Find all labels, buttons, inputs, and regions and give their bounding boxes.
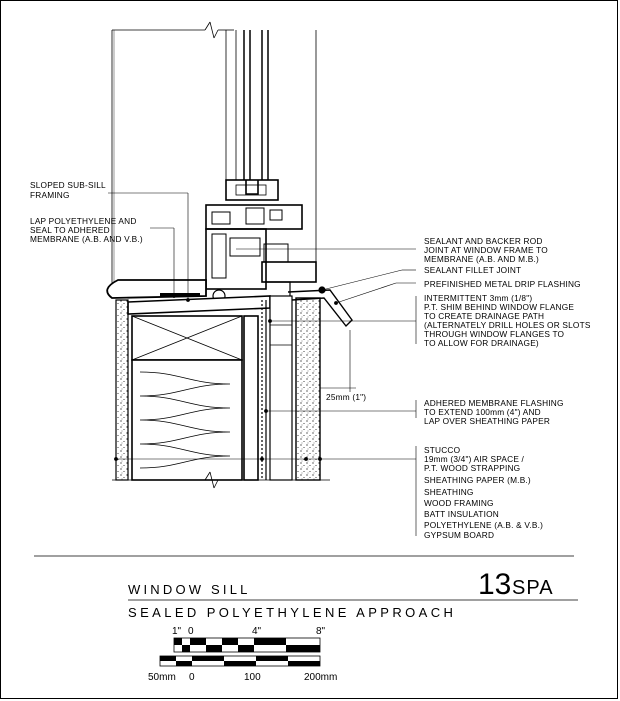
dimension-25mm [320,330,356,392]
note-shim-6: TO ALLOW FOR DRAINAGE) [424,338,539,348]
assembly-layer-list [424,445,543,540]
layer-wood-framing: WOOD FRAMING [424,498,494,508]
wall-assembly [116,296,320,480]
metric-label-100: 100 [244,672,261,683]
imperial-label-8in: 8" [316,626,326,637]
note-lap-poly-line-3: MEMBRANE (A.B. AND V.B.) [30,234,143,244]
sloped-sub-sill [128,296,270,314]
note-sealant-backer-3: MEMBRANE (A.B. AND M.B.) [424,254,539,264]
title-line-1: WINDOW SILL [128,582,251,597]
note-shim-3: TO CREATE DRAINAGE PATH [424,311,545,321]
metric-label-200mm: 200mm [304,672,338,683]
layer-strapping: P.T. WOOD STRAPPING [424,463,521,473]
dimension-label: 25mm (1") [326,392,367,402]
layer-sheathing: SHEATHING [424,487,474,497]
note-shim-1: INTERMITTENT 3mm (1/8") [424,293,533,303]
note-shim-5: THROUGH WINDOW FLANGES TO [424,329,565,339]
right-notes [424,236,591,426]
note-lap-poly-line-1: LAP POLYETHYLENE AND [30,216,137,226]
metric-label-0: 0 [189,672,195,683]
detail-number: 13 [478,568,512,601]
window-frame-section [206,180,316,296]
scale-bar [148,626,337,683]
note-membrane-flashing-3: LAP OVER SHEATHING PAPER [424,416,551,426]
note-sealant-backer-2: JOINT AT WINDOW FRAME TO [424,245,548,255]
note-sealant-fillet: SEALANT FILLET JOINT [424,265,522,275]
layer-air-space: 19mm (3/4") AIR SPACE / [424,454,525,464]
wall-above-outline [112,22,316,285]
note-sub-sill-line-1: SLOPED SUB-SILL [30,180,106,190]
layer-sheathing-paper: SHEATHING PAPER (M.B.) [424,475,531,485]
note-membrane-flashing-1: ADHERED MEMBRANE FLASHING [424,398,564,408]
note-shim-4: (ALTERNATELY DRILL HOLES OR SLOTS [424,320,591,330]
layer-gypsum-board: GYPSUM BOARD [424,530,495,540]
metric-label-50mm: 50mm [148,672,176,683]
layer-polyethylene: POLYETHYLENE (A.B. & V.B.) [424,520,544,530]
note-membrane-flashing-2: TO EXTEND 100mm (4") AND [424,407,541,417]
membrane-lap-strip [160,293,200,297]
imperial-label-4in: 4" [252,626,262,637]
note-sub-sill-line-2: FRAMING [30,190,70,200]
note-lap-poly-line-2: SEAL TO ADHERED [30,225,110,235]
layer-batt-insulation: BATT INSULATION [424,509,499,519]
imperial-label-0: 0 [188,626,194,637]
imperial-label-1in: 1" [172,626,182,637]
note-drip-flashing: PREFINISHED METAL DRIP FLASHING [424,279,581,289]
note-sealant-backer-1: SEALANT AND BACKER ROD [424,236,543,246]
layer-stucco: STUCCO [424,445,461,455]
detail-suffix: SPA [512,577,554,599]
title-line-2: SEALED POLYETHYLENE APPROACH [128,605,457,620]
title-block [34,556,578,620]
left-notes [30,180,143,244]
note-shim-2: P.T. SHIM BEHIND WINDOW FLANGE [424,302,575,312]
